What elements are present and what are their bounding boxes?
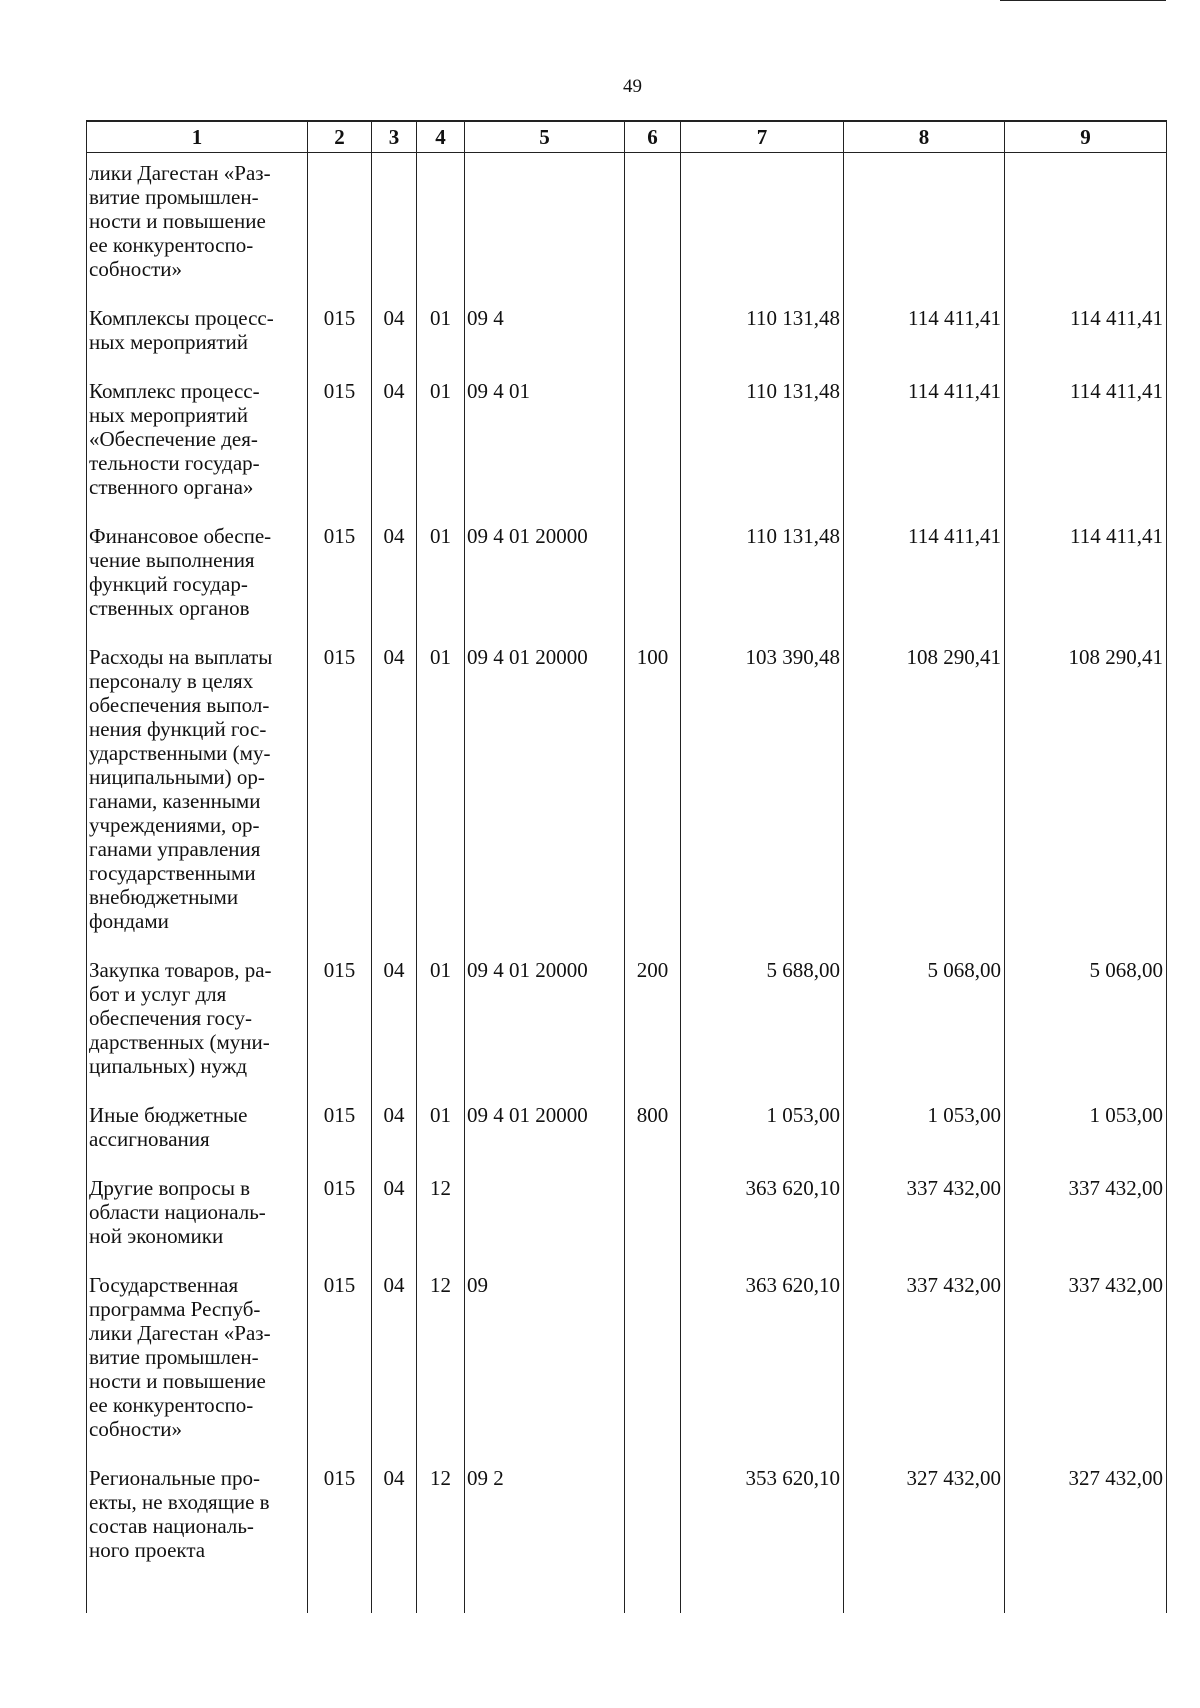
row-name-cell: Закупка товаров, ра- бот и услуг для обеспечения госу- дарственных (муни- ципальных) нужд — [87, 958, 308, 1103]
table-row — [87, 153, 1167, 307]
page-number: 49 — [623, 76, 642, 97]
amount-cell — [1005, 153, 1167, 307]
section-cell: 04 — [372, 306, 417, 379]
section-cell: 04 — [372, 1466, 417, 1587]
amount-cell — [681, 153, 844, 307]
table-row — [87, 1103, 1167, 1176]
target-article-cell: 09 4 01 20000 — [465, 1103, 625, 1176]
column-header: 5 — [465, 121, 625, 153]
admin-code-cell: 015 — [308, 1176, 372, 1273]
amount-cell: 114 411,41 — [1005, 379, 1167, 524]
admin-code-cell: 015 — [308, 1103, 372, 1176]
header-row — [87, 121, 1167, 153]
amount-cell: 110 131,48 — [681, 524, 844, 645]
amount-cell: 337 432,00 — [844, 1273, 1005, 1466]
admin-code-cell: 015 — [308, 958, 372, 1103]
amount-cell: 1 053,00 — [1005, 1103, 1167, 1176]
column-header: 3 — [372, 121, 417, 153]
amount-cell: 353 620,10 — [681, 1466, 844, 1587]
admin-code-cell: 015 — [308, 1273, 372, 1466]
subsection-cell: 01 — [417, 306, 465, 379]
expense-type-cell — [625, 1466, 681, 1587]
column-header: 8 — [844, 121, 1005, 153]
target-article-cell: 09 4 01 20000 — [465, 645, 625, 958]
amount-cell: 114 411,41 — [844, 524, 1005, 645]
row-name-cell: Расходы на выплаты персоналу в целях обеспечения выпол- нения функций гос- ударственными (му- ниципальными) ор- ганами, казенными учреждениями, ор- ганами управления государственными внебюджетными фондами — [87, 645, 308, 958]
subsection-cell: 01 — [417, 379, 465, 524]
amount-cell: 110 131,48 — [681, 306, 844, 379]
amount-cell: 114 411,41 — [844, 306, 1005, 379]
admin-code-cell — [308, 153, 372, 307]
target-article-cell: 09 2 — [465, 1466, 625, 1587]
amount-cell: 337 432,00 — [1005, 1273, 1167, 1466]
amount-cell: 114 411,41 — [844, 379, 1005, 524]
amount-cell — [844, 153, 1005, 307]
row-name-cell: Комплексы процесс- ных мероприятий — [87, 306, 308, 379]
subsection-cell: 01 — [417, 524, 465, 645]
spacer-cell — [1005, 1587, 1167, 1613]
target-article-cell: 09 4 — [465, 306, 625, 379]
subsection-cell: 01 — [417, 1103, 465, 1176]
section-cell: 04 — [372, 1103, 417, 1176]
row-name-cell: Комплекс процесс- ных мероприятий «Обеспечение дея- тельности государ- ственного органа» — [87, 379, 308, 524]
section-cell: 04 — [372, 1176, 417, 1273]
row-name-cell: Иные бюджетные ассигнования — [87, 1103, 308, 1176]
spacer-cell — [87, 1587, 308, 1613]
spacer-cell — [681, 1587, 844, 1613]
section-cell: 04 — [372, 524, 417, 645]
admin-code-cell: 015 — [308, 379, 372, 524]
target-article-cell — [465, 1176, 625, 1273]
table-row — [87, 1273, 1167, 1466]
target-article-cell: 09 4 01 — [465, 379, 625, 524]
amount-cell: 327 432,00 — [1005, 1466, 1167, 1587]
amount-cell: 337 432,00 — [844, 1176, 1005, 1273]
spacer-cell — [844, 1587, 1005, 1613]
admin-code-cell: 015 — [308, 1466, 372, 1587]
column-header: 1 — [87, 121, 308, 153]
expense-type-cell: 200 — [625, 958, 681, 1103]
admin-code-cell: 015 — [308, 306, 372, 379]
amount-cell: 337 432,00 — [1005, 1176, 1167, 1273]
expense-type-cell: 100 — [625, 645, 681, 958]
table-row — [87, 645, 1167, 958]
admin-code-cell: 015 — [308, 645, 372, 958]
amount-cell: 1 053,00 — [844, 1103, 1005, 1176]
row-name-cell: Финансовое обеспе- чение выполнения функций государ- ственных органов — [87, 524, 308, 645]
subsection-cell: 01 — [417, 958, 465, 1103]
subsection-cell — [417, 153, 465, 307]
table-bottom-spacer — [87, 1587, 1167, 1613]
amount-cell: 5 068,00 — [844, 958, 1005, 1103]
spacer-cell — [625, 1587, 681, 1613]
amount-cell: 327 432,00 — [844, 1466, 1005, 1587]
amount-cell: 108 290,41 — [844, 645, 1005, 958]
table-row — [87, 1466, 1167, 1587]
amount-cell: 363 620,10 — [681, 1176, 844, 1273]
spacer-cell — [465, 1587, 625, 1613]
column-header: 6 — [625, 121, 681, 153]
target-article-cell — [465, 153, 625, 307]
subsection-cell: 12 — [417, 1466, 465, 1587]
amount-cell: 1 053,00 — [681, 1103, 844, 1176]
spacer-cell — [372, 1587, 417, 1613]
section-cell: 04 — [372, 958, 417, 1103]
amount-cell: 363 620,10 — [681, 1273, 844, 1466]
section-cell — [372, 153, 417, 307]
amount-cell: 114 411,41 — [1005, 524, 1167, 645]
table-row — [87, 958, 1167, 1103]
top-rule — [1000, 0, 1166, 1]
subsection-cell: 01 — [417, 645, 465, 958]
table-row — [87, 524, 1167, 645]
spacer-cell — [417, 1587, 465, 1613]
amount-cell: 114 411,41 — [1005, 306, 1167, 379]
table-row — [87, 306, 1167, 379]
row-name-cell: лики Дагестан «Раз- витие промышлен- ности и повышение ее конкурентоспо- собности» — [87, 153, 308, 307]
admin-code-cell: 015 — [308, 524, 372, 645]
budget-table — [86, 120, 1167, 1613]
target-article-cell: 09 4 01 20000 — [465, 958, 625, 1103]
expense-type-cell — [625, 153, 681, 307]
row-name-cell: Региональные про- екты, не входящие в состав националь- ного проекта — [87, 1466, 308, 1587]
column-header: 4 — [417, 121, 465, 153]
expense-type-cell — [625, 306, 681, 379]
section-cell: 04 — [372, 645, 417, 958]
expense-type-cell: 800 — [625, 1103, 681, 1176]
column-header: 7 — [681, 121, 844, 153]
spacer-cell — [308, 1587, 372, 1613]
row-name-cell: Другие вопросы в области националь- ной экономики — [87, 1176, 308, 1273]
subsection-cell: 12 — [417, 1176, 465, 1273]
table-row — [87, 379, 1167, 524]
target-article-cell: 09 4 01 20000 — [465, 524, 625, 645]
row-name-cell: Государственная программа Респуб- лики Дагестан «Раз- витие промышлен- ности и повышение ее конкурентоспо- собности» — [87, 1273, 308, 1466]
expense-type-cell — [625, 524, 681, 645]
amount-cell: 5 068,00 — [1005, 958, 1167, 1103]
section-cell: 04 — [372, 379, 417, 524]
table-row — [87, 1176, 1167, 1273]
table-body — [87, 153, 1167, 1614]
column-header: 2 — [308, 121, 372, 153]
expense-type-cell — [625, 1176, 681, 1273]
amount-cell: 5 688,00 — [681, 958, 844, 1103]
amount-cell: 108 290,41 — [1005, 645, 1167, 958]
column-header: 9 — [1005, 121, 1167, 153]
expense-type-cell — [625, 379, 681, 524]
subsection-cell: 12 — [417, 1273, 465, 1466]
amount-cell: 110 131,48 — [681, 379, 844, 524]
amount-cell: 103 390,48 — [681, 645, 844, 958]
target-article-cell: 09 — [465, 1273, 625, 1466]
section-cell: 04 — [372, 1273, 417, 1466]
expense-type-cell — [625, 1273, 681, 1466]
